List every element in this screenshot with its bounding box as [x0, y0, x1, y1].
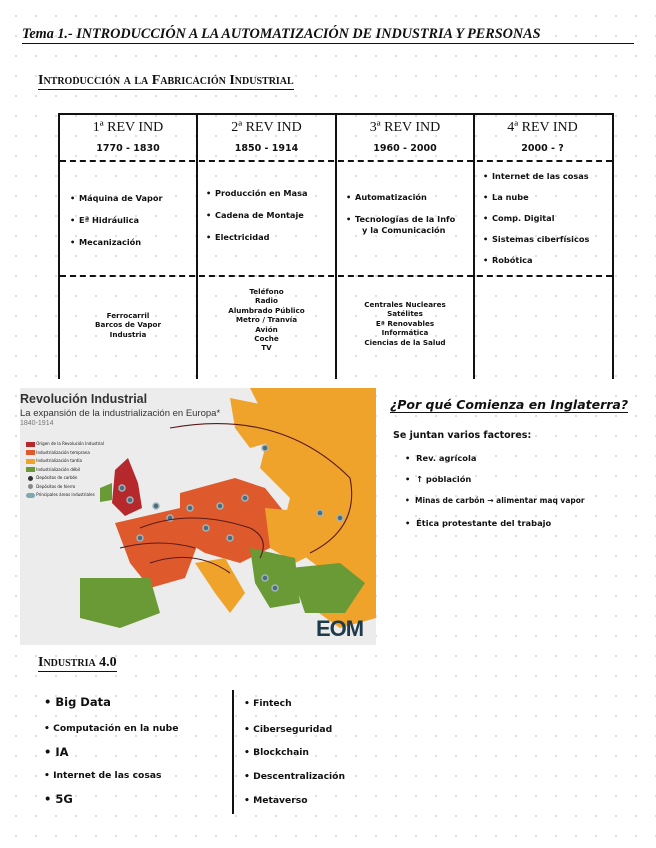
- list-item: • Robótica: [483, 255, 533, 265]
- list-item: • Blockchain: [244, 747, 309, 758]
- list-item: • Mecanización: [70, 237, 142, 247]
- list-item: • Descentralización: [244, 771, 346, 782]
- list-item: • Producción en Masa: [206, 188, 308, 198]
- bottom-col3: Centrales Nucleares Satélites Eª Renovables Informática Ciencias de la Salud: [364, 300, 446, 347]
- list-item: • La nube: [483, 192, 529, 202]
- map-subtitle: La expansión de la industrialización en Europa*: [20, 408, 221, 419]
- page-title: Tema 1.- INTRODUCCIÓN A LA AUTOMATIZACIÓN DE INDUSTRIA Y PERSONAS: [22, 26, 634, 44]
- eom-logo: EOM: [316, 616, 364, 641]
- factors-intro: Se juntan varios factores:: [393, 430, 532, 441]
- col2-list: [206, 188, 334, 243]
- list-item: • Rev. agrícola: [405, 453, 477, 463]
- list-item: • Metaverso: [244, 795, 308, 806]
- list-item: • Máquina de Vapor: [70, 193, 163, 203]
- section-heading-industria: Industria 4.0: [38, 655, 117, 670]
- list-item: • ↑ población: [405, 474, 472, 484]
- legend-item: Industrialización débil: [26, 466, 104, 475]
- col1-list: [70, 193, 194, 248]
- legend-item: Depósitos de hierro: [26, 483, 104, 492]
- column-divider: [232, 690, 234, 814]
- list-item: • Big Data: [44, 695, 111, 709]
- industrial-revolution-map: [20, 388, 376, 645]
- list-item: • Computación en la nube: [44, 723, 179, 734]
- why-england-heading: ¿Por qué Comienza en Inglaterra?: [390, 397, 629, 412]
- bottom-col2: Teléfono Radio Alumbrado Público Metro / Tranvía Avión Coche TV: [228, 287, 305, 353]
- list-item: • Ciberseguridad: [244, 724, 333, 735]
- list-item: • Comp. Digital: [483, 213, 555, 223]
- year-rev-1: 1770 - 1830: [96, 143, 160, 154]
- list-item: • Ética protestante del trabajo: [405, 518, 552, 528]
- list-item: • Sistemas ciberfísicos: [483, 234, 590, 244]
- map-legend: [26, 440, 104, 500]
- legend-item: Industrialización temprana: [26, 449, 104, 458]
- section-heading-fabricacion: Introducción a la Fabricación Industrial: [38, 73, 294, 88]
- map-title: Revolución Industrial: [20, 392, 148, 406]
- europe-map-graphic: [20, 388, 376, 645]
- list-item: • Minas de carbón → alimentar maq vapor: [405, 496, 585, 505]
- list-item: • Fintech: [244, 698, 292, 709]
- list-item: • IA: [44, 745, 69, 759]
- list-item: • Electricidad: [206, 232, 270, 242]
- list-item: • Tecnologías de la Info: [346, 214, 456, 224]
- list-item: • Cadena de Montaje: [206, 210, 304, 220]
- year-rev-2: 1850 - 1914: [234, 143, 299, 154]
- bottom-col1: Ferrocarril Barcos de Vapor Industria: [94, 311, 162, 339]
- revolutions-table: [58, 113, 614, 379]
- header-rev-3: 3ª REV IND: [369, 120, 441, 135]
- map-period: 1840-1914: [20, 420, 54, 427]
- legend-item: Industrialización tardía: [26, 457, 104, 466]
- list-item: • Eª Hidráulica: [70, 215, 139, 225]
- table-dashed-line: [60, 275, 612, 277]
- list-item: • Internet de las cosas: [44, 770, 162, 781]
- table-dashed-line: [60, 160, 612, 162]
- table-divider: [473, 115, 475, 379]
- legend-item: Principales áreas industriales: [26, 491, 104, 500]
- list-item: • Automatización: [346, 192, 427, 202]
- legend-item: Origen de la Revolución Industrial: [26, 440, 104, 449]
- legend-item: Depósitos de carbón: [26, 474, 104, 483]
- list-item: • Internet de las cosas: [483, 171, 589, 181]
- col3-list: [346, 192, 472, 236]
- header-rev-1: 1ª REV IND: [92, 120, 164, 135]
- header-rev-4: 4ª REV IND: [507, 120, 578, 135]
- year-rev-4: 2000 - ?: [521, 143, 564, 154]
- header-rev-2: 2ª REV IND: [231, 120, 302, 135]
- col4-list: [483, 171, 611, 266]
- year-rev-3: 1960 - 2000: [373, 143, 437, 154]
- list-item: y la Comunicación: [362, 225, 446, 235]
- list-item: • 5G: [44, 792, 73, 806]
